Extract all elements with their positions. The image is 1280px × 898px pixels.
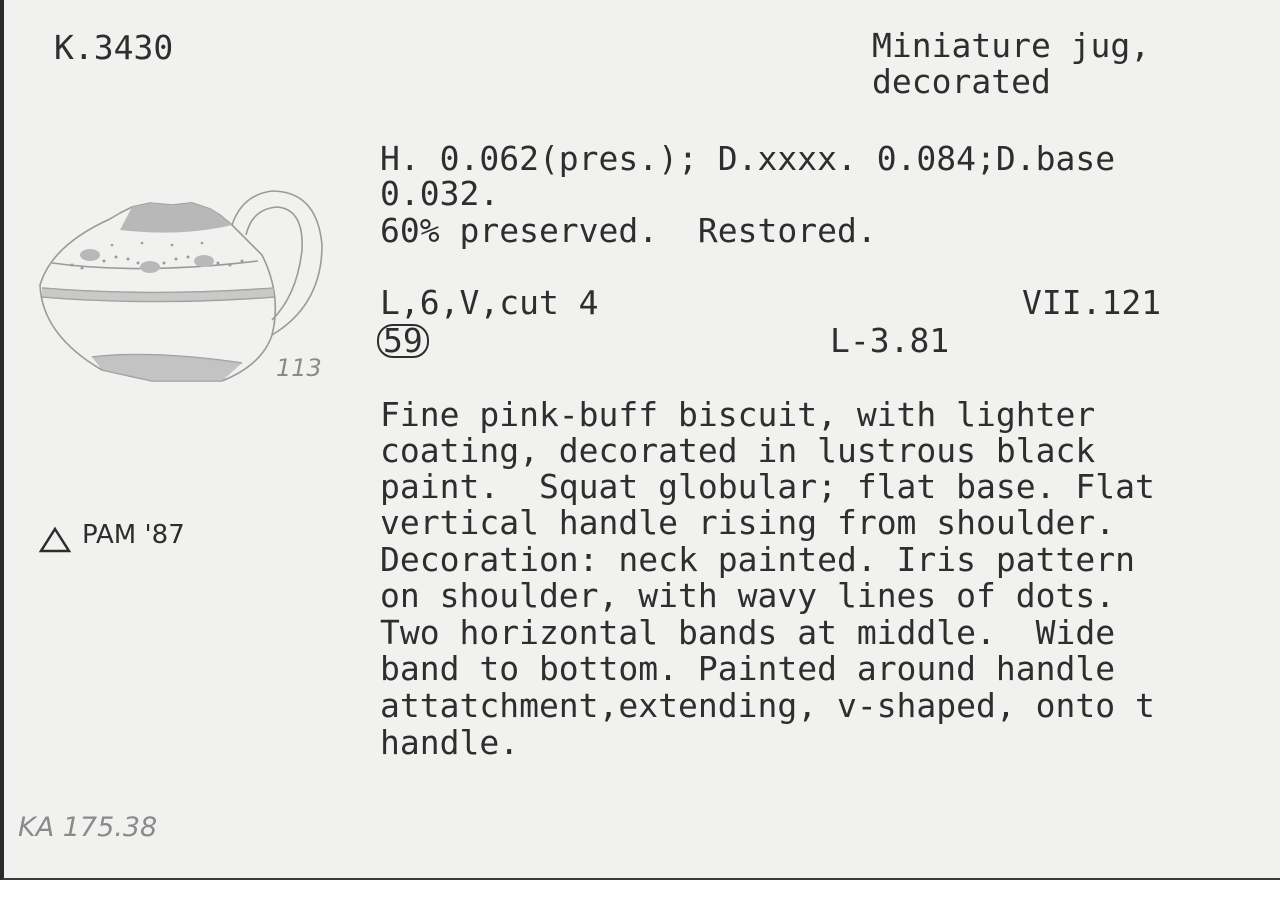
level: L-3.81 [830,321,950,360]
accession-number: K.3430 [54,28,174,67]
findspot-context: L,6,V,cut 4 [380,283,599,322]
findspot-number: VII.121 [1022,283,1162,322]
description-line: band to bottom. Painted around handle [380,649,1116,688]
title-line-1: Miniature jug, [872,26,1151,65]
stamp-note-text: PAM '87 [82,520,185,550]
description-line: Decoration: neck painted. Iris pattern [380,540,1135,579]
description-line: on shoulder, with wavy lines of dots. [380,576,1116,615]
catalog-reference: KA 175.38 [18,812,158,843]
title-line-2: decorated [872,62,1051,101]
circled-number [377,323,429,359]
description-line: attatchment,extending, v-shaped, onto t [380,686,1155,725]
circled-number-text: 59 [377,324,429,358]
description-line: paint. Squat globular; flat base. Flat [380,467,1155,506]
preservation-line: 60% preserved. Restored. [380,211,877,250]
description-line: handle. [380,723,520,762]
description-line: Fine pink-buff biscuit, with lighter [380,395,1096,434]
description-line: coating, decorated in lustrous black [380,431,1096,470]
measurements-line-2: 0.032. [380,174,500,213]
drawing-number: 113 [276,354,322,382]
description-line: Two horizontal bands at middle. Wide [380,613,1116,652]
triangle-icon [38,526,72,554]
description-line: vertical handle rising from shoulder. [380,503,1116,542]
measurements-line-1: H. 0.062(pres.); D.xxxx. 0.084;D.base [380,139,1116,178]
